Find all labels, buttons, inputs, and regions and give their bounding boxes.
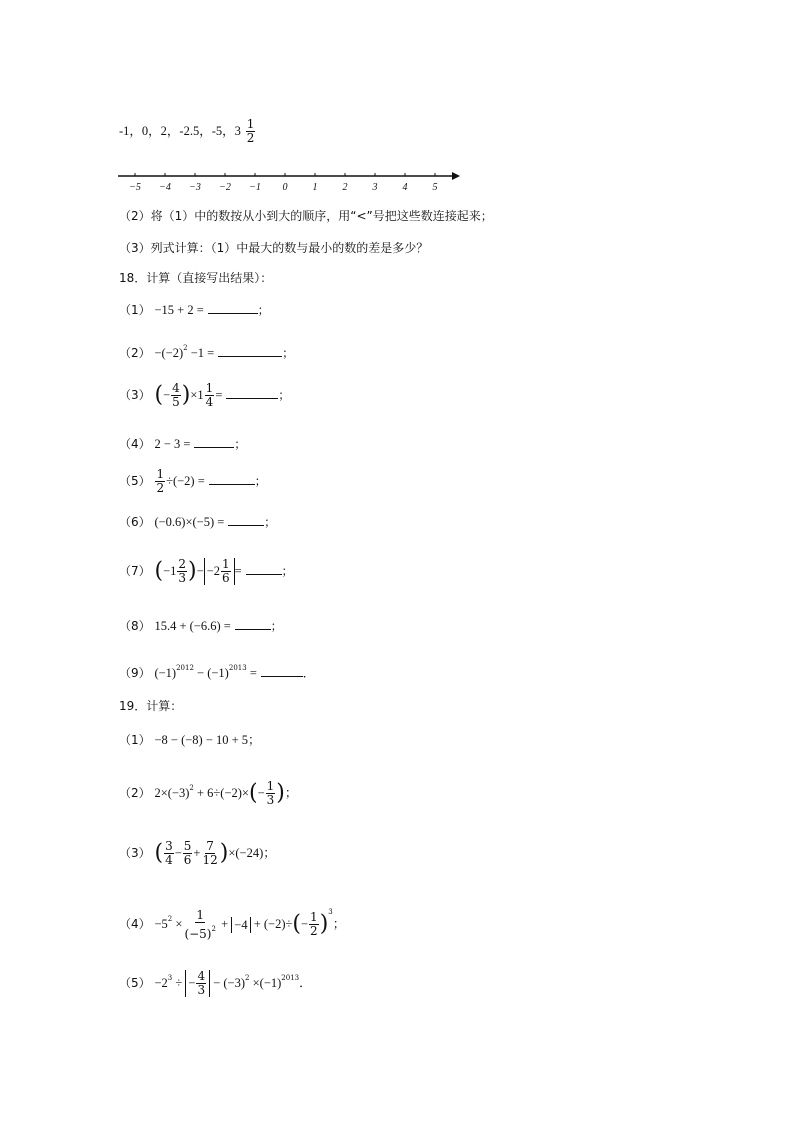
exponent: 2 [167,915,173,923]
whole-part: −1 [163,564,177,578]
q18-item-7 [119,558,294,585]
q18-item-label: （3） [119,388,151,402]
fraction [266,780,276,807]
number-line-tick-label: −2 [219,182,231,193]
q19-item-2 [119,780,297,807]
q19-expression: + (−2)÷ [250,917,293,931]
q18-item-label: （1） [119,303,151,317]
right-paren: ) [188,558,197,584]
left-paren: ( [154,382,164,408]
absolute-value-content: −4 [234,917,248,932]
numerator: 4 [197,969,206,983]
number-line-tick-label: −4 [159,182,171,193]
minus-sign: − [257,786,265,800]
q18-item-label: （9） [119,666,151,680]
denominator [183,923,217,941]
q18-item-3 [119,382,290,409]
denominator: 3 [266,793,275,807]
answer-blank[interactable] [194,436,234,448]
q19-expression: ×(−1) [249,976,282,990]
semicolon: ； [278,388,291,402]
q19-item-1 [119,732,261,748]
fraction [171,382,181,409]
semicolon: ； [264,515,277,529]
q18-item-label: （5） [119,474,151,488]
q18-item-5 [119,468,267,495]
number-line-tick-label: 1 [312,182,318,193]
number-line-tick-label: −3 [189,182,201,193]
divide-sign: ÷ [172,976,186,990]
number-line-tick-label: −5 [129,182,141,193]
q18-expression: ÷(−2) = [166,474,205,488]
number-line-tick-label: 5 [432,182,438,193]
answer-blank[interactable] [235,618,271,630]
minus-sign: − [174,846,182,860]
denominator: 4 [205,395,214,409]
q17-numbers-text: -1，0，2，-2.5，-5，3 [119,124,241,138]
q19-expression: ×(−24)； [228,846,276,860]
q18-expression: (−0.6)×(−5) = [154,515,225,529]
denominator: 6 [221,571,230,585]
numerator: 7 [206,839,214,853]
fraction [201,840,218,867]
equals-sign: = [246,666,257,680]
exponent: 2 [245,974,250,982]
right-paren: ) [219,840,229,866]
left-paren: ( [248,780,258,806]
denominator-base: (−5) [184,926,212,941]
fraction [309,911,319,938]
number-line-tick-label: 4 [402,182,408,193]
q19-expression: − (−3) [210,976,246,990]
denominator: 6 [183,853,192,867]
q17-mixed-numerator: 1 [246,117,255,131]
numerator: 1 [205,381,214,395]
fraction [183,840,193,867]
q17-part3: （3）列式计算：（1）中最大的数与最小的数的差是多少？ [119,241,429,255]
q19-item-label: （5） [119,976,151,990]
q19-item-5 [119,970,312,997]
plus-sign: + [217,917,232,931]
right-paren: ) [181,382,191,408]
answer-blank[interactable] [226,387,278,399]
exponent: 2013 [281,974,300,982]
q19-expression: 2×(−3) [154,786,190,800]
q18-item-label: （4） [119,437,151,451]
semicolon: ； [234,437,247,451]
q18-item-label: （6） [119,515,151,529]
equals-sign: = [215,388,223,402]
denominator: 12 [202,853,218,867]
times-sign: × [172,917,183,931]
exponent: 3 [328,908,333,916]
numerator: 5 [183,839,192,853]
numerator: 4 [172,381,180,395]
q19-item-label: （4） [119,917,151,931]
q18-item-label: （8） [119,619,151,633]
absolute-value [231,917,250,933]
number-line-tick-label: −1 [249,182,261,193]
q17-number-list [119,118,256,145]
q18-heading: 18．计算（直接写出结果）： [119,271,273,285]
exponent: 2 [189,784,194,792]
answer-blank[interactable] [228,514,264,526]
answer-blank[interactable] [208,302,258,314]
q17-mixed-fraction [246,118,256,145]
q18-expression: −(−2) [154,346,184,360]
denominator: 4 [165,853,173,867]
numerator: 1 [266,779,275,793]
q18-expression: 2 − 3 = [154,437,191,451]
whole-part: −2 [206,564,220,578]
q18-item-2 [119,340,294,361]
number-line-arrow [452,172,460,180]
right-paren: ) [319,911,329,937]
denominator: 3 [178,571,187,585]
semicolon: ； [257,303,270,317]
q19-heading: 19．计算： [119,699,183,713]
period: ． [302,666,315,680]
q19-expression: −2 [154,976,168,990]
numerator: 1 [196,907,205,922]
exponent: 2012 [176,664,194,672]
fraction [177,558,187,585]
semicolon: ； [282,346,295,360]
q18-item-label: （7） [119,564,151,578]
denominator: 3 [197,983,206,997]
q19-item-4 [119,904,345,941]
left-paren: ( [292,911,301,937]
q18-item-8 [119,618,283,634]
answer-blank[interactable] [246,563,282,575]
numerator: 1 [156,467,165,481]
exponent: 2 [183,344,188,352]
number-line-tick-label: 2 [342,182,348,193]
minus-sign: − [300,917,309,931]
number-line-tick-label: 0 [282,182,288,193]
q19-expression: −5 [154,917,168,931]
semicolon: ； [284,786,298,800]
plus-sign: + [193,846,201,860]
left-paren: ( [154,558,164,584]
absolute-value [185,970,210,997]
answer-blank[interactable] [218,345,282,357]
numerator: 1 [310,910,318,924]
right-paren: ) [276,780,285,806]
number-line [112,166,462,194]
q19-item-label: （3） [119,846,151,860]
q19-expression: −8 − (−8) − 10 + 5； [154,733,261,747]
fraction [164,840,174,867]
numerator: 3 [165,839,173,853]
minus-sign: − [163,388,171,402]
minus-sign: − [188,976,196,990]
q18-item-label: （2） [119,346,151,360]
answer-blank[interactable] [209,473,255,485]
numerator: 2 [178,557,187,571]
semicolon: ； [281,564,294,578]
q18-expression: 15.4 + (−6.6) = [154,619,231,633]
denominator: 5 [172,395,180,409]
left-paren: ( [154,840,164,866]
q17-mixed-denominator: 2 [246,131,255,145]
fraction [196,970,206,997]
fraction [183,909,217,941]
q19-item-label: （1） [119,733,151,747]
exponent: 2 [211,924,216,933]
q17-part2: （2）将（1）中的数按从小到大的顺序，用“<”号把这些数连接起来； [119,209,493,223]
exponent: 3 [167,974,173,982]
q19-item-3 [119,840,276,867]
number-line-tick-label: 3 [372,182,378,193]
q19-item-label: （2） [119,786,151,800]
answer-blank[interactable] [261,665,303,677]
semicolon: ； [270,619,283,633]
q18-item-4 [119,436,246,452]
q18-expression: ×1 [190,388,204,402]
fraction [155,468,165,495]
q18-expression: (−1) [154,666,177,680]
q19-expression: + 6÷(−2)× [193,786,249,800]
semicolon: ； [332,917,346,931]
fraction [221,558,231,585]
q18-item-1 [119,302,270,318]
q18-expression: −15 + 2 = [154,303,204,317]
denominator: 2 [156,481,165,495]
q18-expression: −1 = [187,346,215,360]
semicolon: ； [254,474,267,488]
q18-item-6 [119,514,276,530]
exponent: 2013 [228,664,247,672]
fraction [205,382,215,409]
numerator: 1 [221,557,230,571]
absolute-value [204,558,235,585]
q18-item-9 [119,660,315,681]
period: ． [299,976,312,990]
q18-expression: − (−1) [193,666,229,680]
equals-sign: = [234,564,242,578]
denominator: 2 [310,924,318,938]
minus-sign: − [196,564,204,578]
